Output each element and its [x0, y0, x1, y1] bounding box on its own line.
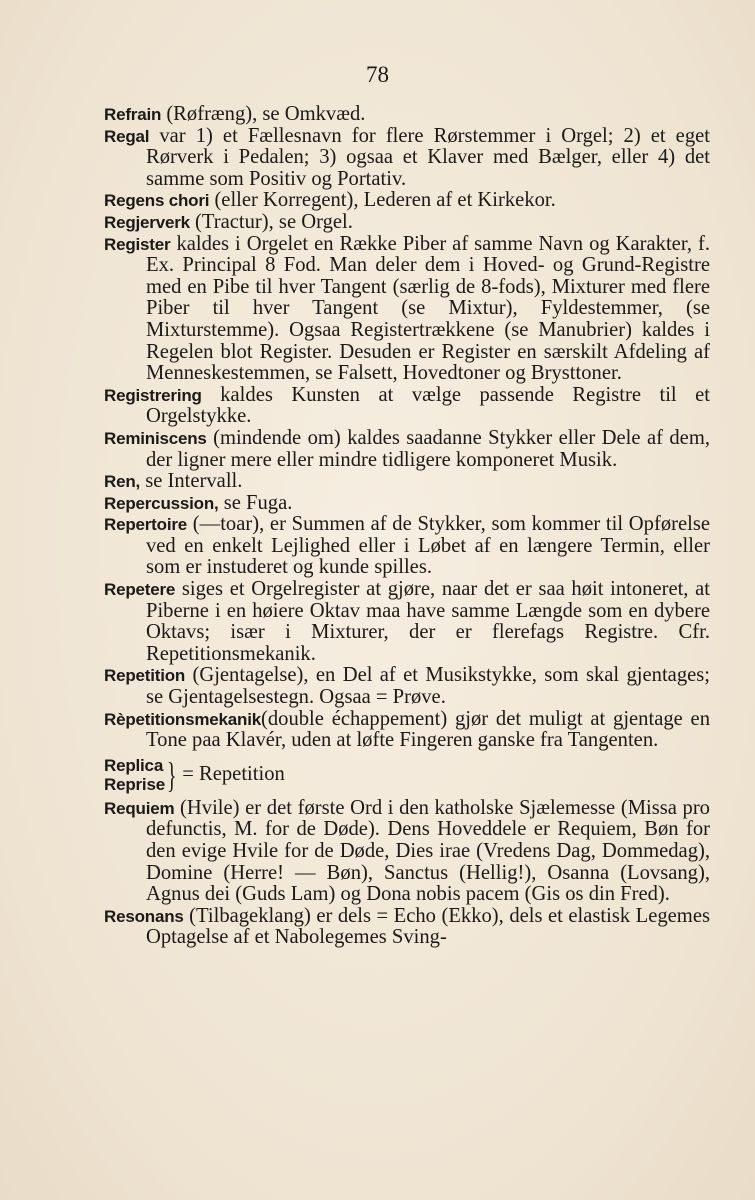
entry-repercussion	[104, 493, 710, 515]
headword: Registrering	[104, 385, 202, 405]
entry-text: (mindende om) kaldes saadanne Stykker eller Dele af dem, der ligner mere eller mindre tidligere komponeret Musik.	[146, 426, 710, 471]
entry-register	[104, 234, 710, 385]
headword: Requiem	[104, 798, 175, 818]
brace-headwords	[104, 756, 165, 794]
headword: Repetition	[104, 666, 186, 686]
entry-replica-reprise	[104, 752, 710, 798]
entry-repertoire	[104, 514, 710, 579]
entry-text: (Tilbageklang) er dels = Echo (Ekko), dels et elastisk Legemes Optagelse af et Nabolegemes Sving-	[146, 904, 710, 949]
headword-reprise: Reprise	[104, 774, 165, 794]
curly-brace: }	[166, 754, 177, 795]
entry-text: siges et Orgelregister at gjøre, naar det er saa høit intoneret, at Piberne i en høiere Oktav maa have samme Længde som en dybere Oktavs; især i Mixturer, der er flerefags Registre. Cfr. Repetitionsmekanik.	[146, 578, 710, 665]
entry-text: se Intervall.	[145, 470, 243, 493]
headword-replica: Replica	[104, 755, 164, 775]
headword: Repetere	[104, 580, 176, 600]
entry-text: (Gjentagelse), en Del af et Musikstykke, som skal gjentages; se Gjentagelsestegn. Ogsaa = Prøve.	[146, 664, 710, 709]
entry-repetere	[104, 579, 710, 665]
entry-text: (Røfræng), se Omkvæd.	[166, 103, 366, 125]
entry-text: se Fuga.	[223, 491, 293, 514]
entry-refrain	[104, 104, 710, 126]
headword: Repertoire	[104, 515, 188, 535]
entry-regjerverk	[104, 212, 710, 234]
headword: Register	[104, 234, 171, 254]
entry-ren	[104, 471, 710, 493]
entry-requiem	[104, 798, 710, 906]
entry-resonans	[104, 906, 710, 949]
entry-repetitionsmekanik	[104, 709, 710, 752]
headword: Regens chori	[104, 191, 210, 211]
entry-repetition	[104, 665, 710, 708]
entry-text: kaldes Kunsten at vælge passende Registre til et Orgelstykke.	[146, 383, 710, 428]
dictionary-column	[104, 104, 710, 949]
page-number: 78	[366, 62, 389, 87]
entry-text: (double échappement) gjør det muligt at gjentage en Tone paa Klavér, uden at løfte Fingeren ganske fra Tangenten.	[146, 707, 710, 752]
headword: Regjerverk	[104, 212, 190, 232]
entry-text: = Repetition	[182, 763, 285, 786]
headword: Rèpetitionsmekanik	[104, 709, 262, 729]
entry-regal	[104, 126, 710, 191]
entry-text: kaldes i Orgelet en Række Piber af samme Navn og Karakter, f. Ex. Principal 8 Fod. Man deler dem i Hoved- og Grund-Registre med en Pibe til hver Tangent (særlig de 8-fods), Mixturer med flere Piber til hver Tangent (se Mixtur), Fyldestemmer, (se Mixturstemme). Ogsaa Registertrækkene (se Manubrier) kaldes i Regelen blot Register. Desuden er Register en særskilt Afdeling af Menneskestemmen, se Falsett, Hovedtoner og Brysttoner.	[146, 232, 710, 385]
headword: Ren,	[104, 472, 141, 492]
entry-reminiscens	[104, 428, 710, 471]
headword: Repercussion,	[104, 493, 219, 513]
entry-text: (—toar), er Summen af de Stykker, som kommer til Opførelse ved en enkelt Lejlighed eller i Løbet af en længere Termin, eller som er instuderet og kunde spilles.	[146, 513, 710, 579]
entry-registrering	[104, 385, 710, 428]
headword: Refrain	[104, 105, 162, 124]
entry-text: (Tractur), se Orgel.	[195, 210, 353, 233]
entry-text: (eller Korregent), Lederen af et Kirkekor.	[214, 189, 556, 212]
headword: Resonans	[104, 906, 184, 926]
entry-text: var 1) et Fællesnavn for flere Rørstemmer i Orgel; 2) et eget Rørverk i Pedalen; 3) ogsaa et Klaver med Bælger, eller 4) det samme som Positiv og Portativ.	[146, 124, 710, 190]
headword: Reminiscens	[104, 428, 207, 448]
entry-regens-chori	[104, 190, 710, 212]
headword: Regal	[104, 126, 150, 146]
entry-text: (Hvile) er det første Ord i den katholske Sjælemesse (Missa pro defunctis, M. for de Døde). Dens Hoveddele er Requiem, Bøn for den evige Hvile for de Døde, Dies irae (Vredens Dag, Dommedag), Domine (Herre! — Bøn), Sanctus (Hellig!), Osanna (Lovsang), Agnus dei (Guds Lam) og Dona nobis pacem (Gis os din Fred).	[146, 796, 710, 906]
